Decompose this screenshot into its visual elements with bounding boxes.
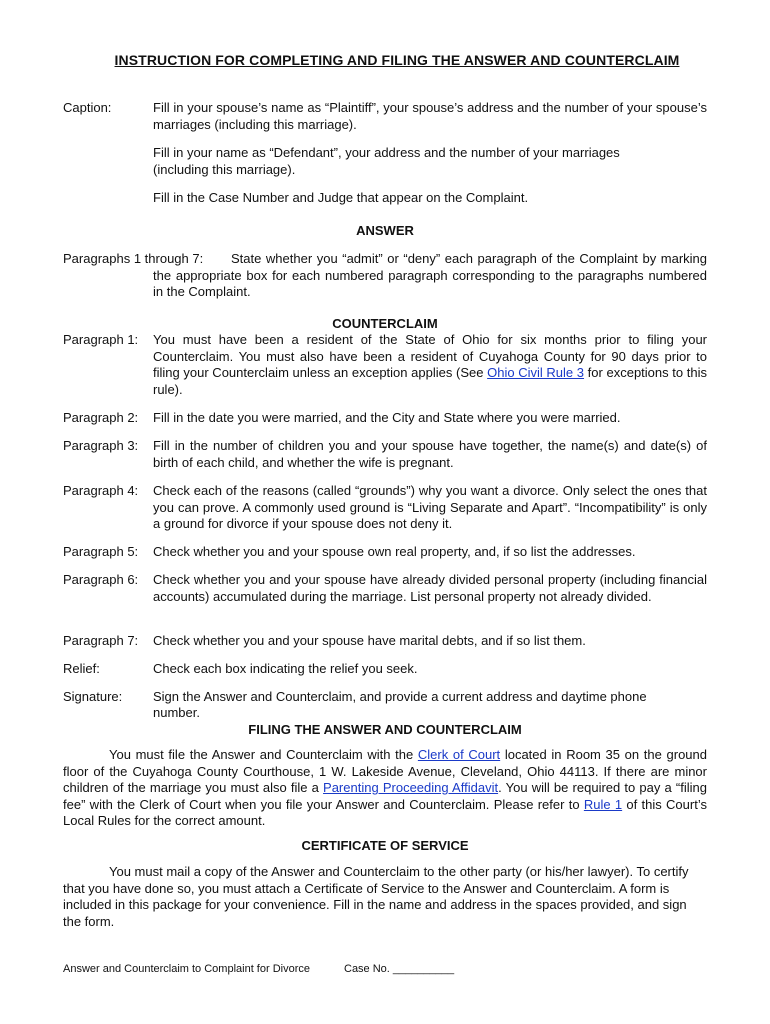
paragraph-6-label: Paragraph 6:: [63, 572, 139, 587]
ohio-civil-rule-3-link[interactable]: Ohio Civil Rule 3: [487, 365, 585, 380]
paragraph-1-text-b: for exceptions to this rule).: [153, 365, 707, 397]
caption-text-1: Fill in your spouse’s name as “Plaintiff”, your spouse’s address and the number of your spouse’s marriages (including this marriage).: [153, 100, 707, 132]
certificate-text: [63, 864, 707, 930]
paragraph-7-label: Paragraph 7:: [63, 633, 139, 648]
certificate-heading: CERTIFICATE OF SERVICE: [301, 838, 469, 853]
footer-left: Answer and Counterclaim to Complaint for Divorce: [63, 963, 310, 975]
caption-label: Caption:: [63, 100, 112, 115]
relief-text: Check each box indicating the relief you seek.: [153, 661, 418, 676]
answer-text: [153, 251, 707, 301]
counterclaim-heading: COUNTERCLAIM: [332, 316, 438, 331]
filing-text-c: . You will be required to pay a “filing fee” with the Clerk of Court when you file your Answer and Counterclaim. Please refer to: [63, 780, 708, 812]
filing-text: [63, 747, 707, 830]
paragraph-1-label: Paragraph 1:: [63, 332, 139, 347]
paragraph-4-label: Paragraph 4:: [63, 483, 139, 498]
paragraph-7-text: Check whether you and your spouse have marital debts, and if so list them.: [153, 633, 586, 648]
caption-text-2: Fill in your name as “Defendant”, your address and the number of your marriages (including this marriage).: [153, 145, 620, 177]
paragraph-6-text: Check whether you and your spouse have already divided personal property (including financial accounts) accumulated during the marriage. List personal property not already divided.: [153, 572, 707, 604]
rule-1-link[interactable]: Rule 1: [583, 796, 623, 812]
paragraph-5-text: Check whether you and your spouse own real property, and, if so list the addresses.: [153, 544, 636, 559]
paragraph-3-label: Paragraph 3:: [63, 438, 139, 453]
filing-text-a: You must file the Answer and Counterclaim with the: [109, 747, 418, 762]
paragraph-2-text: Fill in the date you were married, and the City and State where you were married.: [153, 410, 621, 425]
relief-label: Relief:: [63, 661, 100, 676]
signature-text: Sign the Answer and Counterclaim, and provide a current address and daytime phone number.: [153, 689, 647, 720]
answer-text-body: State whether you “admit” or “deny” each paragraph of the Complaint by marking the appropriate box for each numbered paragraph corresponding to the paragraphs numbered in the Complaint.: [153, 251, 707, 299]
paragraph-2-label: Paragraph 2:: [63, 410, 139, 425]
filing-text-b: located in Room 35 on the ground floor of the Cuyahoga County Courthouse, 1 W. Lakeside Avenue, Cleveland, Ohio 44113. If there are minor children of the marriage you must also file a: [63, 747, 707, 795]
answer-label: Paragraphs 1 through 7:: [63, 251, 204, 266]
paragraph-1-text: [153, 332, 707, 398]
answer-heading: ANSWER: [356, 223, 414, 238]
paragraph-1-text-a: You must have been a resident of the State of Ohio for six months prior to filing your Counterclaim. You must also have been a resident of Cuyahoga County for 90 days prior to filing your Counterclaim unless an exception applies (See: [153, 332, 707, 380]
parenting-proceeding-affidavit-link[interactable]: Parenting Proceeding Affidavit: [323, 780, 499, 795]
paragraph-4-text: Check each of the reasons (called “grounds”) why you want a divorce. Only select the ones that you can prove. A commonly used ground is “Living Separate and Apart”. “Incompatibility” is only a ground for divorce if your spouse does not deny it.: [153, 483, 707, 531]
document-title: INSTRUCTION FOR COMPLETING AND FILING THE ANSWER AND COUNTERCLAIM: [114, 52, 680, 68]
caption-text-3: Fill in the Case Number and Judge that appear on the Complaint.: [153, 190, 529, 205]
filing-text-d: of this Court’s Local Rules for the correct amount.: [63, 796, 707, 828]
clerk-of-court-link[interactable]: Clerk of Court: [417, 747, 501, 762]
certificate-text-body: You must mail a copy of the Answer and Counterclaim to the other party (or his/her lawyer). To certify that you have done so, you must attach a Certificate of Service to the Answer and Counterclaim. A form is included in this package for your convenience. Fill in the name and address in the spaces provided, and sign the form.: [63, 864, 689, 929]
signature-label: Signature:: [63, 689, 123, 704]
footer-case-number: Case No. __________: [344, 963, 455, 975]
paragraph-3-text: Fill in the number of children you and your spouse have together, the name(s) and date(s) of birth of each child, and whether the wife is pregnant.: [153, 438, 707, 470]
paragraph-5-label: Paragraph 5:: [63, 544, 139, 559]
filing-heading: FILING THE ANSWER AND COUNTERCLAIM: [248, 722, 522, 737]
